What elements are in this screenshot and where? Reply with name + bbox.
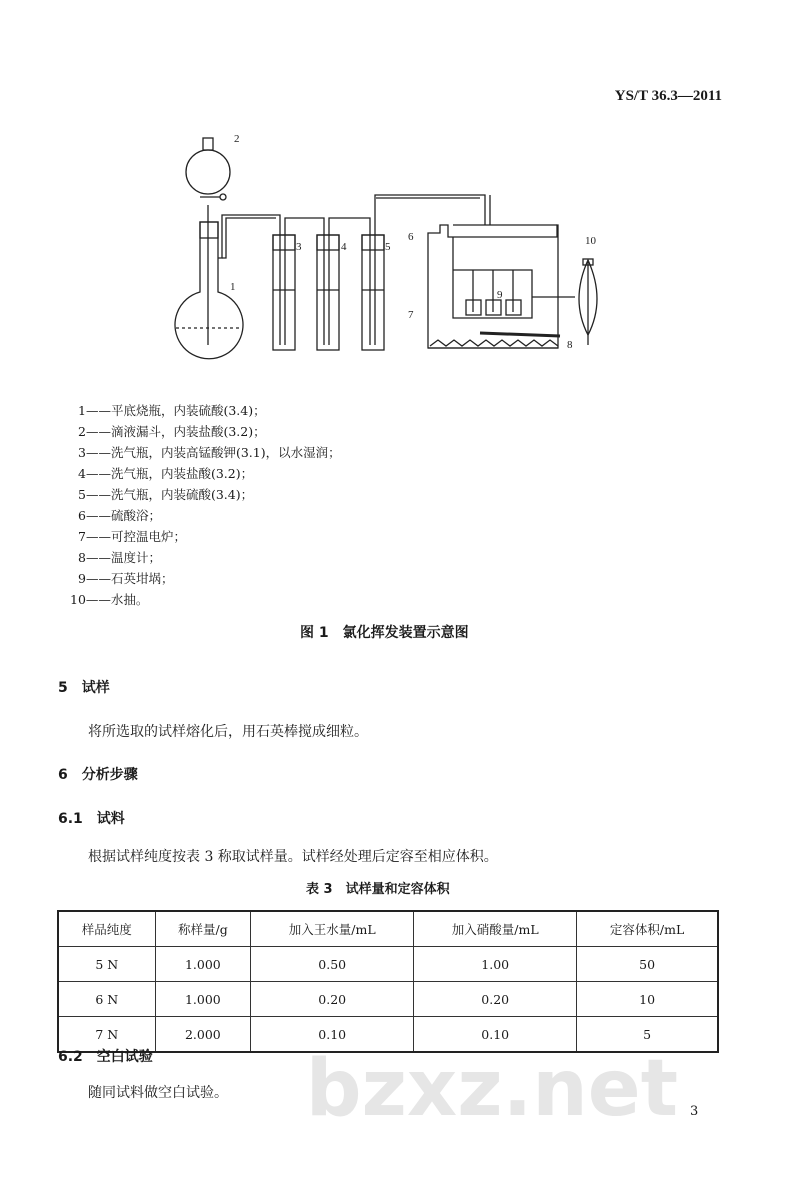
diagram-label-1: 1 — [230, 281, 236, 293]
gas-washing-bottle-5 — [362, 235, 384, 350]
thermometer — [480, 333, 560, 336]
diagram-label-5: 5 — [385, 241, 391, 253]
standard-number-header: YS/T 36.3—2011 — [614, 88, 722, 104]
table-cell: 50 — [577, 947, 718, 982]
table-row — [58, 947, 718, 982]
table-cell: 1.00 — [414, 947, 577, 982]
page-number: 3 — [690, 1104, 699, 1119]
electric-furnace — [428, 340, 558, 348]
legend-item: 10——水抽。 — [70, 592, 149, 607]
legend-item: 9——石英坩埚； — [78, 571, 174, 586]
table-cell: 1.000 — [155, 982, 251, 1017]
legend-item: 7——可控温电炉； — [78, 529, 186, 544]
table-cell: 7 N — [58, 1017, 155, 1053]
sample-table — [57, 910, 719, 1053]
column-header: 加入王水量/mL — [251, 911, 414, 947]
legend-item: 2——滴液漏斗，内装盐酸(3.2)； — [78, 424, 266, 439]
table-cell: 0.20 — [414, 982, 577, 1017]
column-header: 加入硝酸量/mL — [414, 911, 577, 947]
legend-item: 5——洗气瓶，内装硫酸(3.4)； — [78, 487, 254, 502]
table-cell: 5 — [577, 1017, 718, 1053]
table-cell: 0.20 — [251, 982, 414, 1017]
table-cell: 2.000 — [155, 1017, 251, 1053]
section-5-text: 将所选取的试样熔化后，用石英棒搅成细粒。 — [88, 724, 368, 740]
section-6-2-text: 随同试料做空白试验。 — [88, 1085, 228, 1101]
table-title: 表 3 试样量和定容体积 — [306, 882, 450, 897]
section-5-heading: 5 试样 — [58, 680, 110, 696]
table-cell: 5 N — [58, 947, 155, 982]
column-header: 称样量/g — [155, 911, 251, 947]
diagram-label-9: 9 — [497, 289, 503, 301]
table-header-row — [58, 911, 718, 947]
section-6-2-heading: 6.2 空白试验 — [58, 1049, 153, 1065]
section-6-heading: 6 分析步骤 — [58, 767, 138, 783]
column-header: 定容体积/mL — [577, 911, 718, 947]
legend-item: 6——硫酸浴； — [78, 508, 161, 523]
dropping-funnel — [186, 150, 230, 194]
watermark: bzxz.net — [305, 1044, 678, 1134]
gas-washing-bottle-3 — [273, 235, 295, 350]
figure-legend — [70, 400, 341, 610]
table-cell: 0.10 — [414, 1017, 577, 1053]
column-header: 样品纯度 — [58, 911, 155, 947]
diagram-label-2: 2 — [234, 133, 240, 145]
legend-item: 3——洗气瓶，内装高锰酸钾(3.1)，以水湿润； — [78, 445, 341, 460]
diagram-label-8: 8 — [567, 339, 573, 351]
diagram-label-10: 10 — [585, 235, 596, 247]
section-6-1-heading: 6.1 试料 — [58, 811, 125, 827]
gas-washing-bottle-4 — [317, 235, 339, 350]
table-row — [58, 982, 718, 1017]
table-cell: 1.000 — [155, 947, 251, 982]
legend-item: 1——平底烧瓶，内装硫酸(3.4)； — [78, 403, 266, 418]
figure-caption: 图 1 氯化挥发装置示意图 — [300, 625, 469, 641]
legend-item: 8——温度计； — [78, 550, 161, 565]
table-cell: 10 — [577, 982, 718, 1017]
legend-item: 4——洗气瓶，内装盐酸(3.2)； — [78, 466, 254, 481]
diagram-label-4: 4 — [341, 241, 347, 253]
apparatus-diagram — [0, 0, 800, 380]
table-cell: 0.50 — [251, 947, 414, 982]
diagram-label-7: 7 — [408, 309, 414, 321]
table-cell: 0.10 — [251, 1017, 414, 1053]
table-cell: 6 N — [58, 982, 155, 1017]
section-6-1-text: 根据试样纯度按表 3 称取试样量。试样经处理后定容至相应体积。 — [88, 849, 498, 865]
diagram-label-3: 3 — [296, 241, 302, 253]
diagram-label-6: 6 — [408, 231, 414, 243]
